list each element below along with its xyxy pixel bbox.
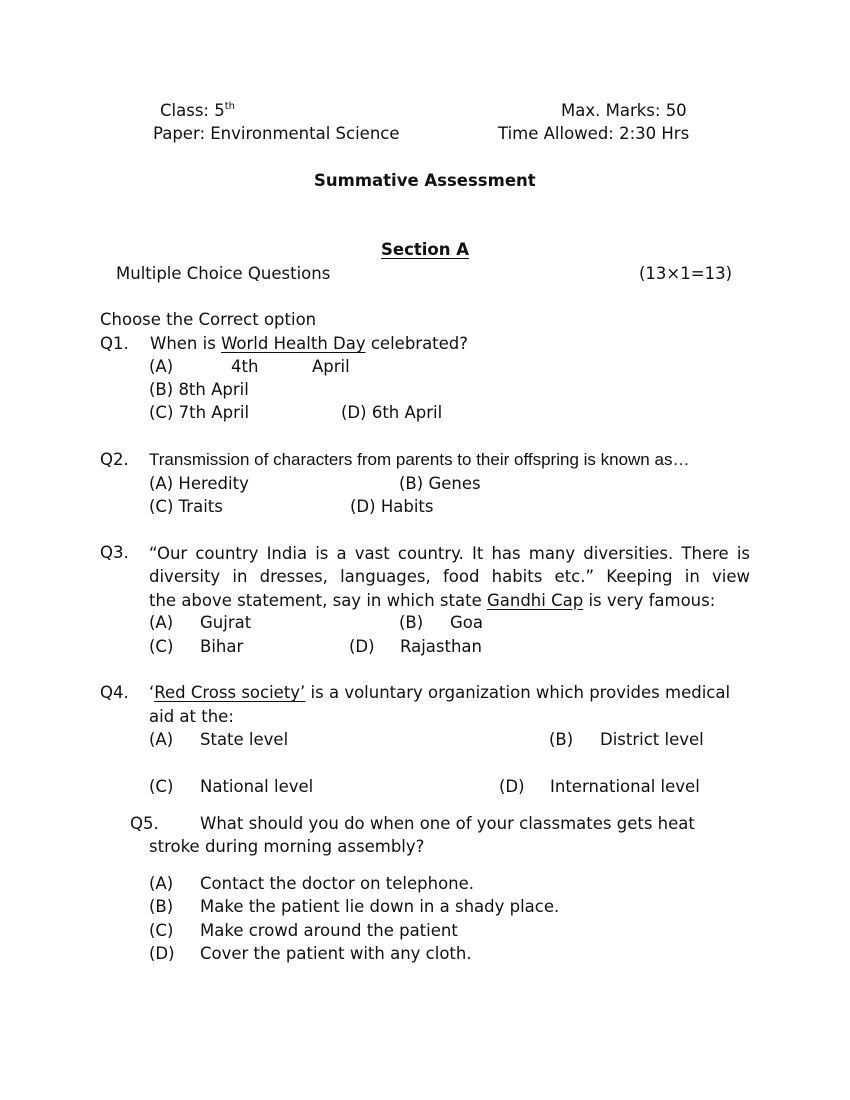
q4-option-b-label: (B)	[549, 730, 574, 749]
q5-option-b-label: (B)	[149, 897, 174, 916]
q1-option-a-num: 4th	[231, 357, 259, 376]
q2-option-c: (C) Traits	[149, 497, 223, 516]
time-allowed: Time Allowed: 2:30 Hrs	[498, 124, 690, 143]
section-marks: (13×1=13)	[639, 264, 733, 283]
q1-option-d: (D) 6th April	[341, 403, 443, 422]
q5-option-c-text: Make crowd around the patient	[200, 921, 458, 940]
q4-text-line-2: aid at the:	[149, 707, 234, 726]
q4-emphasis: Red Cross society’	[154, 683, 306, 702]
section-title: Section A	[381, 240, 469, 259]
q1-option-a-label: (A)	[149, 357, 174, 376]
q4-number: Q4.	[100, 683, 129, 702]
q5-option-b-text: Make the patient lie down in a shady place.	[200, 897, 560, 916]
q3-number: Q3.	[100, 543, 129, 562]
q4-option-c-text: National level	[200, 777, 314, 796]
q2-text: Transmission of characters from parents to their offspring is known as…	[149, 450, 690, 469]
q4-text: ‘Red Cross society’ is a voluntary organization which provides medical	[149, 683, 731, 702]
q1-option-c: (C) 7th April	[149, 403, 250, 422]
q3-emphasis: Gandhi Cap	[486, 590, 584, 610]
q3-option-b-text: Goa	[450, 613, 483, 632]
q4-option-c-label: (C)	[149, 777, 174, 796]
q1-emphasis: World Health Day	[221, 334, 366, 353]
q3-option-c-label: (C)	[149, 637, 174, 656]
q2-option-d: (D) Habits	[350, 497, 434, 516]
q3-option-c-text: Bihar	[200, 637, 244, 656]
max-marks: Max. Marks: 50	[561, 101, 687, 120]
q4-option-b-text: District level	[600, 730, 704, 749]
q5-option-d-label: (D)	[149, 944, 175, 963]
q2-number: Q2.	[100, 450, 129, 469]
q2-option-b: (B) Genes	[399, 474, 481, 493]
q5-option-d-text: Cover the patient with any cloth.	[200, 944, 472, 963]
q5-option-c-label: (C)	[149, 921, 174, 940]
q5-number: Q5.	[130, 814, 159, 833]
q4-option-d-text: International level	[550, 777, 700, 796]
q3-option-b-label: (B)	[399, 613, 424, 632]
q5-option-a-label: (A)	[149, 874, 174, 893]
q4-option-d-label: (D)	[499, 777, 525, 796]
q3-text	[149, 542, 750, 612]
document-title: Summative Assessment	[314, 171, 536, 190]
q3-line-1: “Our country India is a vast country. It has many diversities. There is	[149, 544, 750, 563]
q1-number: Q1.	[100, 334, 129, 353]
q3-line-2: diversity in dresses, languages, food habits etc.” Keeping in view	[149, 567, 750, 587]
q1-option-b: (B) 8th April	[149, 380, 249, 399]
section-subtitle: Multiple Choice Questions	[116, 264, 331, 283]
class-superscript: th	[224, 101, 235, 112]
q5-option-a-text: Contact the doctor on telephone.	[200, 874, 475, 893]
q1-text: When is World Health Day celebrated?	[150, 334, 469, 353]
q1-option-a-month: April	[312, 357, 350, 376]
q2-option-a: (A) Heredity	[149, 474, 249, 493]
q5-text-line-2: stroke during morning assembly?	[149, 837, 425, 856]
q4-option-a-text: State level	[200, 730, 289, 749]
paper-label: Paper: Environmental Science	[153, 124, 400, 143]
instruction: Choose the Correct option	[100, 310, 317, 329]
q4-option-a-label: (A)	[149, 730, 174, 749]
q3-option-d-text: Rajasthan	[400, 637, 483, 656]
q5-text-line-1: What should you do when one of your classmates gets heat	[200, 814, 695, 833]
q3-option-d-label: (D)	[349, 637, 375, 656]
q3-option-a-label: (A)	[149, 613, 174, 632]
q3-line-3: the above statement, say in which state Gandhi Cap is very famous:	[149, 590, 716, 610]
class-label: Class: 5th	[160, 101, 235, 120]
q3-option-a-text: Gujrat	[200, 613, 252, 632]
